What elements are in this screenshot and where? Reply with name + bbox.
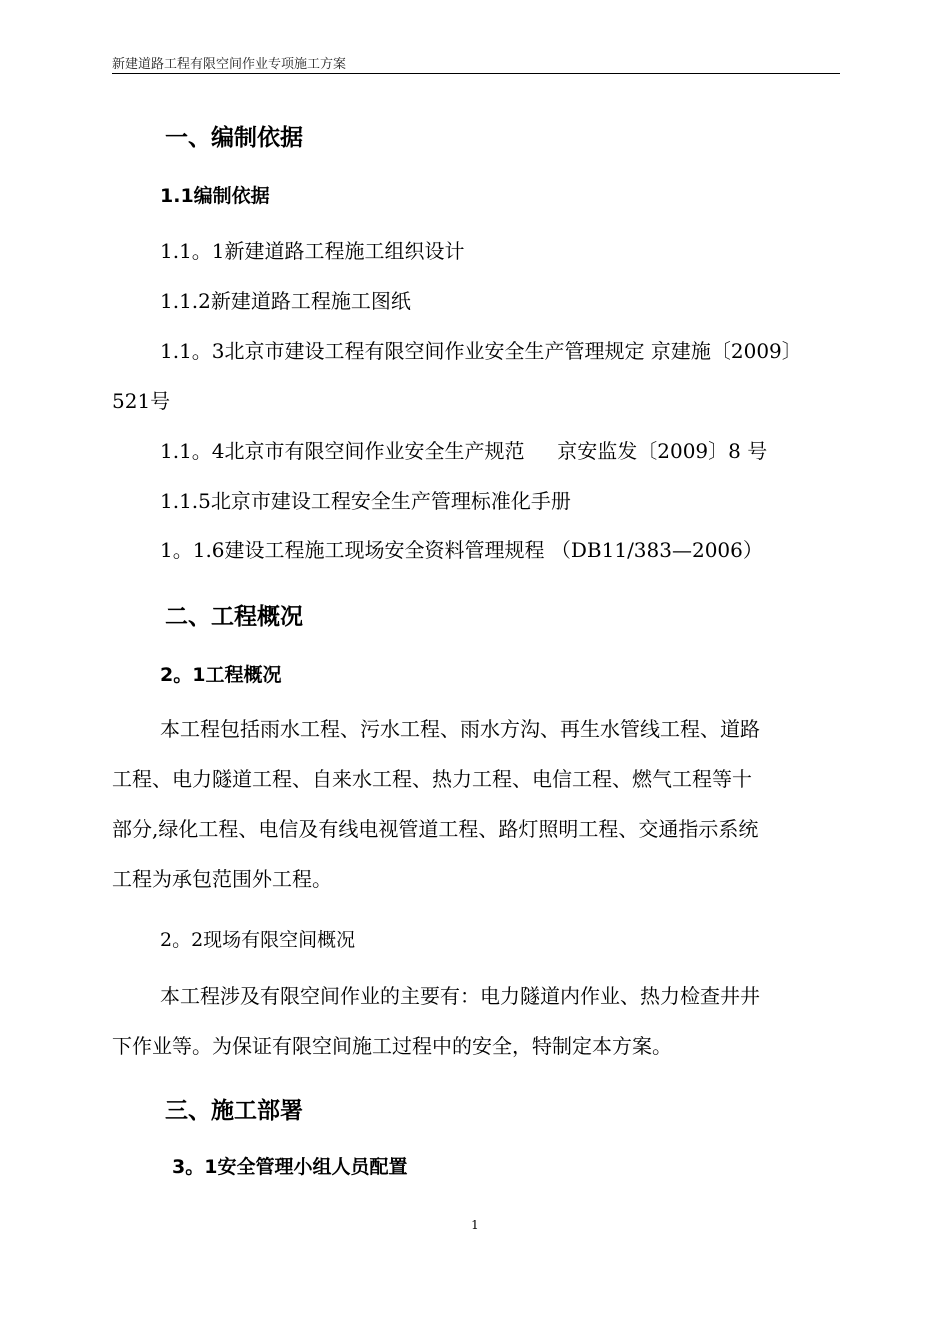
paragraph-line: 本工程包括雨水工程、污水工程、雨水方沟、再生水管线工程、道路 — [160, 717, 760, 741]
page-header: 新建道路工程有限空间作业专项施工方案 — [112, 57, 840, 74]
section-3-title: 三、施工部署 — [165, 1098, 303, 1124]
paragraph-line: 工程、电力隧道工程、自来水工程、热力工程、电信工程、燃气工程等十 — [112, 767, 752, 791]
reference-item: 1。1.6建设工程施工现场安全资料管理规程 （DB11/383—2006） — [160, 538, 763, 562]
reference-item: 1.1。1新建道路工程施工组织设计 — [160, 239, 465, 263]
reference-item: 1.1.5北京市建设工程安全生产管理标准化手册 — [160, 489, 571, 513]
section-3-1-heading: 3。1安全管理小组人员配置 — [172, 1156, 408, 1178]
confined-space-paragraph — [112, 984, 842, 1084]
reference-item-continuation: 521号 — [112, 389, 171, 413]
overview-paragraph — [112, 717, 842, 917]
section-1-title: 一、编制依据 — [165, 125, 303, 151]
reference-item: 1.1。4北京市有限空间作业安全生产规范 京安监发〔2009〕8 号 — [160, 439, 768, 463]
page-number: 1 — [471, 1218, 479, 1232]
section-2-title: 二、工程概况 — [165, 604, 303, 630]
paragraph-line: 下作业等。为保证有限空间施工过程中的安全，特制定本方案。 — [112, 1034, 672, 1058]
reference-item: 1.1.2新建道路工程施工图纸 — [160, 289, 411, 313]
paragraph-line: 部分,绿化工程、电信及有线电视管道工程、路灯照明工程、交通指示系统 — [112, 817, 759, 841]
section-1-1-heading: 1.1编制依据 — [160, 185, 270, 207]
paragraph-line: 本工程涉及有限空间作业的主要有：电力隧道内作业、热力检查井井 — [160, 984, 760, 1008]
section-2-1-heading: 2。1工程概况 — [160, 664, 282, 686]
paragraph-line: 工程为承包范围外工程。 — [112, 867, 332, 891]
section-2-2-heading: 2。2现场有限空间概况 — [160, 929, 356, 951]
reference-item: 1.1。3北京市建设工程有限空间作业安全生产管理规定 京建施〔2009〕 — [160, 339, 802, 363]
